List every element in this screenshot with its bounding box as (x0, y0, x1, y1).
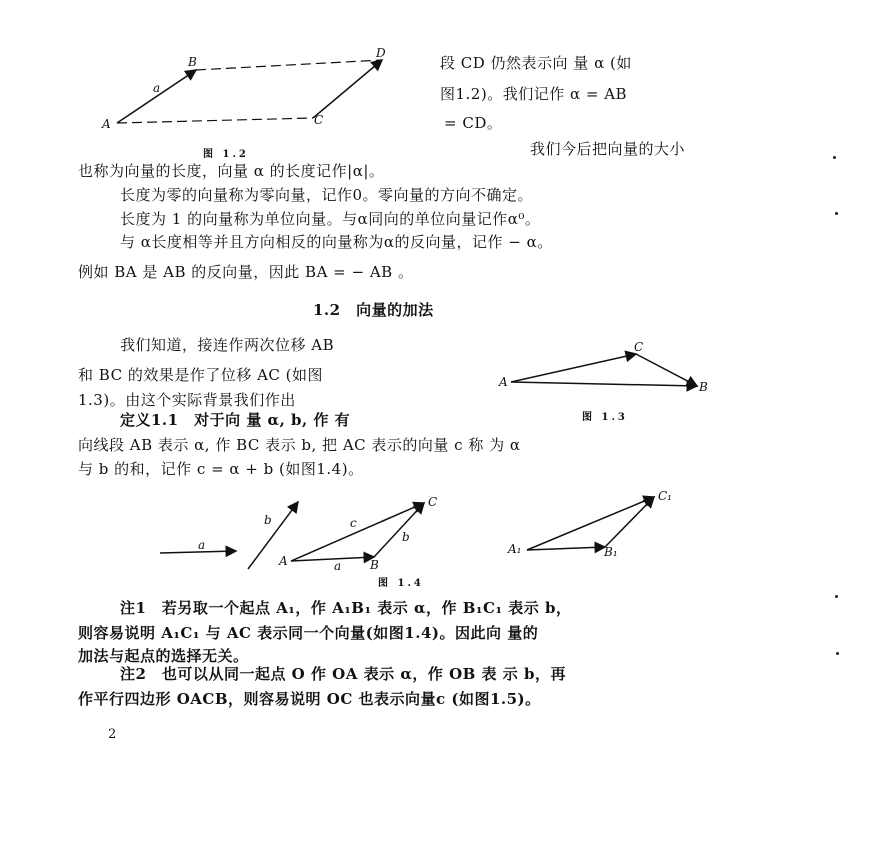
para-line-5: 向线段 AB 表示 α, 作 BC 表示 b, 把 AC 表示的向量 c 称 为 α (78, 436, 521, 454)
para-line-3: 1.3)。由这个实际背景我们作出 (78, 391, 296, 409)
fig12-label-C: C (314, 113, 324, 127)
para-line-1: 我们知道，接连作两次位移 AB (120, 336, 335, 354)
para-line-2: 和 BC 的效果是作了位移 AC (如图 (78, 366, 324, 384)
vector-a1b1 (527, 547, 605, 550)
definition-line: 定义1.1 对于向 量 α, b, 作 有 (120, 411, 351, 429)
vector-bc-fig14 (374, 503, 424, 557)
fig14-label-A1: A₁ (508, 542, 522, 556)
fig14-label-b: b (402, 530, 410, 544)
fig14-label-B1: B₁ (604, 545, 618, 559)
vector-ab-fig14 (291, 557, 374, 561)
scan-speck (835, 595, 838, 598)
text-line-4: 我们今后把向量的大小 (530, 140, 686, 158)
fig13-label-C: C (634, 340, 644, 354)
scan-speck (833, 156, 836, 159)
fig12-label-a: a (153, 81, 161, 95)
vector-b1c1 (605, 497, 654, 547)
fig12-label-D: D (376, 46, 386, 60)
fig14-label-c: c (350, 516, 357, 530)
scan-speck (836, 652, 839, 655)
note2-line-2: 作平行四边形 OACB，则容易说明 OC 也表示向量c (如图1.5)。 (78, 690, 541, 708)
free-vector-b (248, 502, 298, 569)
scan-speck (835, 212, 838, 215)
section-heading: 1.2 向量的加法 (313, 301, 434, 319)
fig14-free-label-b: b (264, 513, 272, 527)
page-number: 2 (108, 727, 117, 742)
fig13-label-B: B (699, 380, 708, 394)
note2-line-1: 注2 也可以从同一起点 O 作 OA 表示 α，作 OB 表 示 b，再 (120, 665, 566, 683)
fig14-free-label-a: a (198, 538, 206, 552)
fig12-label-A: A (102, 117, 111, 131)
text-line-6: 长度为零的向量称为零向量，记作0。零向量的方向不确定。 (120, 186, 534, 204)
fig14-caption: 图 1.4 (378, 578, 424, 589)
fig13-caption: 图 1.3 (582, 412, 628, 423)
text-line-9: 例如 BA 是 AB 的反向量，因此 BA = − AB 。 (78, 263, 414, 281)
fig14-label-C1: C₁ (658, 489, 672, 503)
vector-a1c1 (527, 497, 654, 550)
fig14-label-A: A (279, 554, 288, 568)
fig12-caption: 图 1.2 (203, 149, 249, 160)
fig14-label-a: a (334, 559, 342, 573)
text-line-3: = CD。 (444, 114, 503, 132)
text-line-2: 图1.2)。我们记作 α = AB (440, 85, 628, 103)
text-line-5: 也称为向量的长度，向量 α 的长度记作|α|。 (78, 162, 385, 180)
text-line-8: 与 α长度相等并且方向相反的向量称为α的反向量，记作 − α。 (120, 233, 553, 251)
para-line-6: 与 b 的和，记作 c = α + b (如图1.4)。 (78, 460, 364, 478)
note1-line-1: 注1 若另取一个起点 A₁，作 A₁B₁ 表示 α，作 B₁C₁ 表示 b， (120, 599, 572, 617)
fig12-label-B: B (188, 55, 197, 69)
text-line-1: 段 CD 仍然表示向 量 α (如 (440, 54, 632, 72)
fig14-label-C: C (428, 495, 438, 509)
text-line-7: 长度为 1 的向量称为单位向量。与α同向的单位向量记作α⁰。 (120, 210, 541, 228)
fig13-label-A: A (499, 375, 508, 389)
fig14-label-B: B (370, 558, 379, 572)
note1-line-3: 加法与起点的选择无关。 (78, 647, 249, 665)
note1-line-2: 则容易说明 A₁C₁ 与 AC 表示同一个向量(如图1.4)。因此向 量的 (78, 624, 539, 642)
